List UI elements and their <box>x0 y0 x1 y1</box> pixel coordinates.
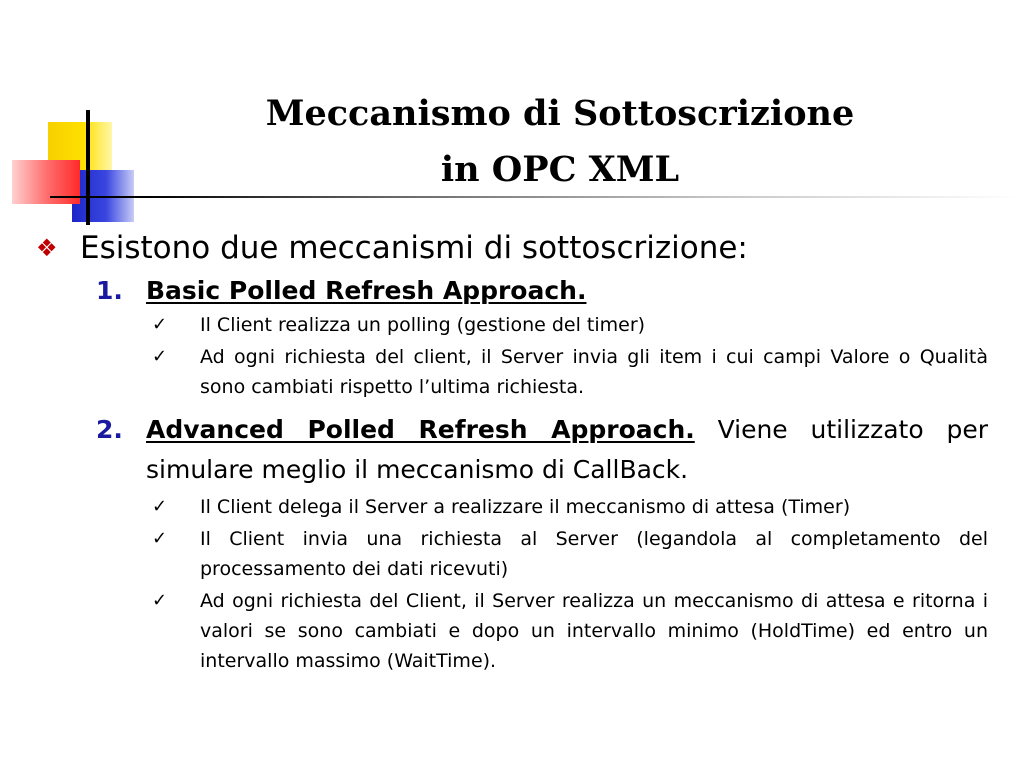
check-text: Ad ogni richiesta del client, il Server invia gli item i cui campi Valore o Qualità sono cambiati rispetto l’ultima richiesta. <box>200 346 988 398</box>
checkmark-icon: ✓ <box>152 496 168 517</box>
check-list <box>146 492 988 676</box>
intro-bullet <box>36 226 988 270</box>
item-heading-line <box>146 274 988 308</box>
check-item <box>146 492 988 522</box>
check-item <box>146 524 988 584</box>
check-item <box>146 310 988 340</box>
checkmark-icon: ✓ <box>152 346 168 367</box>
slide-body <box>36 226 988 676</box>
checkmark-icon: ✓ <box>152 314 168 335</box>
checkmark-icon: ✓ <box>152 590 168 611</box>
check-text: Il Client realizza un polling (gestione del timer) <box>200 314 646 336</box>
title-line-1: Meccanismo di Sottoscrizione <box>265 93 855 134</box>
slide-title <box>160 86 960 198</box>
check-item <box>146 342 988 402</box>
check-item <box>146 586 988 676</box>
vertical-rule <box>86 110 90 225</box>
numbered-item-1 <box>96 274 988 402</box>
check-text: Ad ogni richiesta del Client, il Server realizza un meccanismo di attesa e ritorna i valori se sono cambiati e dopo un intervallo minimo (HoldTime) ed entro un intervallo massimo (WaitTime). <box>200 590 988 672</box>
item-description: Viene utilizzato per simulare meglio il meccanismo di CallBack. <box>146 415 988 484</box>
intro-text: Esistono due meccanismi di sottoscrizione: <box>80 230 748 266</box>
title-line-2: in OPC XML <box>440 149 680 190</box>
item-body <box>146 274 988 402</box>
checkmark-icon: ✓ <box>152 528 168 549</box>
check-list <box>146 310 988 402</box>
item-body <box>146 410 988 676</box>
check-text: Il Client invia una richiesta al Server (legandola al completamento del processamento dei dati ricevuti) <box>200 528 988 580</box>
item-heading-line <box>146 410 988 490</box>
diamond-bullet-icon: ❖ <box>36 234 58 262</box>
item-number: 1. <box>96 276 123 305</box>
numbered-item-2 <box>96 410 988 676</box>
corner-decoration <box>0 0 140 230</box>
item-heading: Advanced Polled Refresh Approach. <box>146 415 695 444</box>
item-number: 2. <box>96 415 123 444</box>
check-text: Il Client delega il Server a realizzare il meccanismo di attesa (Timer) <box>200 496 851 518</box>
item-heading: Basic Polled Refresh Approach. <box>146 276 587 305</box>
